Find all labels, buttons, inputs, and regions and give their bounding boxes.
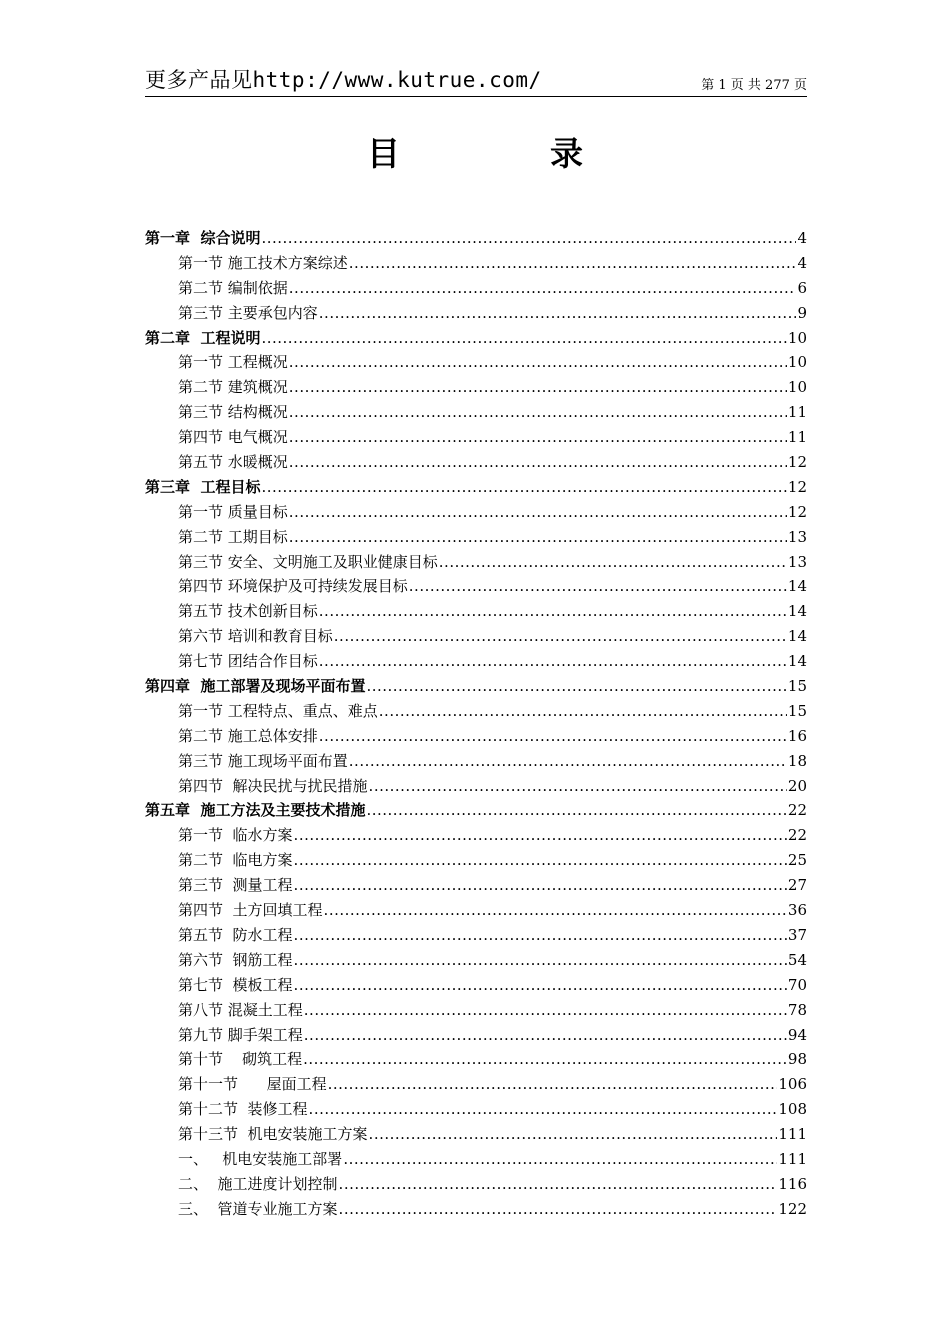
toc-dot-leader xyxy=(289,400,787,425)
toc-dot-leader xyxy=(294,923,787,948)
toc-entry-page-number: 4 xyxy=(797,253,807,272)
toc-dot-leader xyxy=(439,550,787,575)
toc-entry-section[interactable] xyxy=(145,749,807,774)
toc-entry-label: 第九节 脚手架工程 xyxy=(178,1025,303,1044)
toc-entry-label: 第八节 混凝土工程 xyxy=(178,1000,303,1019)
toc-entry-label: 第十二节 装修工程 xyxy=(178,1100,308,1119)
header-page-count: 第 1 页 共 277 页 xyxy=(701,78,807,93)
toc-entry-label: 二、 施工进度计划控制 xyxy=(178,1174,338,1193)
toc-entry-item[interactable] xyxy=(145,1172,807,1197)
toc-entry-label: 第二节 施工总体安排 xyxy=(178,726,318,745)
toc-entry-label: 第四章 施工部署及现场平面布置 xyxy=(145,677,366,696)
toc-dot-leader xyxy=(319,599,787,624)
toc-entry-page-number: 111 xyxy=(778,1125,807,1144)
toc-entry-label: 第四节 环境保护及可持续发展目标 xyxy=(178,577,408,596)
toc-entry-label: 第七节 模板工程 xyxy=(178,975,293,994)
toc-dot-leader xyxy=(339,1172,778,1197)
toc-entry-label: 第三节 结构概况 xyxy=(178,403,288,422)
toc-entry-section[interactable] xyxy=(145,699,807,724)
toc-dot-leader xyxy=(261,326,786,351)
toc-entry-item[interactable] xyxy=(145,1147,807,1172)
toc-entry-page-number: 10 xyxy=(787,328,807,347)
toc-entry-page-number: 13 xyxy=(787,527,807,546)
toc-entry-label: 第一章 综合说明 xyxy=(145,229,261,247)
toc-entry-section[interactable] xyxy=(145,525,807,550)
toc-dot-leader xyxy=(289,350,787,375)
toc-entry-section[interactable] xyxy=(145,823,807,848)
toc-entry-label: 第十三节 机电安装施工方案 xyxy=(178,1125,368,1144)
toc-dot-leader xyxy=(294,873,787,898)
page-header xyxy=(145,62,807,97)
toc-entry-page-number: 98 xyxy=(787,1050,807,1069)
toc-entry-label: 第二节 工期目标 xyxy=(178,527,288,546)
toc-entry-label: 第三节 安全、文明施工及职业健康目标 xyxy=(178,552,438,571)
toc-dot-leader xyxy=(349,251,797,276)
toc-entry-section[interactable] xyxy=(145,624,807,649)
toc-entry-section[interactable] xyxy=(145,251,807,276)
toc-entry-section[interactable] xyxy=(145,973,807,998)
toc-entry-section[interactable] xyxy=(145,1047,807,1072)
toc-entry-section[interactable] xyxy=(145,550,807,575)
toc-dot-leader xyxy=(379,699,787,724)
toc-entry-section[interactable] xyxy=(145,1072,807,1097)
toc-entry-page-number: 9 xyxy=(797,303,807,322)
toc-entry-page-number: 36 xyxy=(787,901,807,920)
toc-entry-label: 一、 机电安装施工部署 xyxy=(178,1149,343,1168)
toc-entry-page-number: 22 xyxy=(787,801,807,820)
toc-entry-section[interactable] xyxy=(145,898,807,923)
toc-entry-section[interactable] xyxy=(145,724,807,749)
toc-entry-page-number: 14 xyxy=(787,577,807,596)
toc-entry-page-number: 10 xyxy=(787,353,807,372)
toc-dot-leader xyxy=(319,724,787,749)
toc-entry-section[interactable] xyxy=(145,301,807,326)
toc-entry-label: 第五节 防水工程 xyxy=(178,925,293,944)
toc-entry-page-number: 4 xyxy=(797,229,807,247)
toc-entry-label: 第五节 水暖概况 xyxy=(178,453,288,472)
toc-dot-leader xyxy=(309,1097,778,1122)
toc-entry-label: 第五章 施工方法及主要技术措施 xyxy=(145,801,366,820)
toc-entry-section[interactable] xyxy=(145,1097,807,1122)
toc-entry-chapter[interactable] xyxy=(145,475,807,500)
toc-entry-label: 第三节 施工现场平面布置 xyxy=(178,751,348,770)
toc-dot-leader xyxy=(261,226,796,251)
toc-dot-leader xyxy=(343,1147,777,1172)
toc-entry-label: 第一节 临水方案 xyxy=(178,826,293,845)
toc-entry-chapter[interactable] xyxy=(145,226,807,251)
toc-entry-label: 第二节 编制依据 xyxy=(178,278,288,297)
toc-dot-leader xyxy=(369,1122,778,1147)
toc-dot-leader xyxy=(289,525,787,550)
toc-entry-label: 第五节 技术创新目标 xyxy=(178,602,318,621)
toc-entry-section[interactable] xyxy=(145,649,807,674)
toc-dot-leader xyxy=(369,774,787,799)
toc-entry-label: 第三节 主要承包内容 xyxy=(178,303,318,322)
toc-entry-section[interactable] xyxy=(145,350,807,375)
toc-entry-page-number: 106 xyxy=(778,1075,807,1094)
toc-dot-leader xyxy=(366,674,786,699)
toc-entry-page-number: 94 xyxy=(787,1025,807,1044)
toc-entry-page-number: 20 xyxy=(787,776,807,795)
toc-dot-leader xyxy=(304,998,787,1023)
toc-entry-page-number: 78 xyxy=(787,1000,807,1019)
toc-entry-section[interactable] xyxy=(145,375,807,400)
toc-dot-leader xyxy=(294,948,787,973)
toc-entry-page-number: 70 xyxy=(787,975,807,994)
toc-entry-label: 第二节 临电方案 xyxy=(178,851,293,870)
toc-title-char-2: 录 xyxy=(550,134,583,173)
toc-entry-page-number: 18 xyxy=(787,751,807,770)
toc-entry-page-number: 37 xyxy=(787,925,807,944)
table-of-contents xyxy=(145,226,807,1222)
toc-entry-section[interactable] xyxy=(145,599,807,624)
toc-dot-leader xyxy=(289,425,787,450)
toc-entry-section[interactable] xyxy=(145,450,807,475)
toc-entry-section[interactable] xyxy=(145,276,807,301)
toc-entry-section[interactable] xyxy=(145,574,807,599)
toc-entry-page-number: 6 xyxy=(797,278,807,297)
toc-entry-page-number: 10 xyxy=(787,378,807,397)
toc-entry-section[interactable] xyxy=(145,1023,807,1048)
toc-dot-leader xyxy=(328,1072,778,1097)
toc-entry-label: 第十一节 屋面工程 xyxy=(178,1075,327,1094)
toc-entry-section[interactable] xyxy=(145,923,807,948)
toc-entry-section[interactable] xyxy=(145,1122,807,1147)
toc-dot-leader xyxy=(294,823,787,848)
toc-entry-section[interactable] xyxy=(145,425,807,450)
toc-entry-label: 第四节 土方回填工程 xyxy=(178,901,323,920)
toc-entry-page-number: 122 xyxy=(778,1199,807,1218)
toc-dot-leader xyxy=(261,475,786,500)
toc-entry-label: 第七节 团结合作目标 xyxy=(178,652,318,671)
toc-entry-page-number: 12 xyxy=(787,502,807,521)
toc-entry-page-number: 12 xyxy=(787,477,807,496)
toc-dot-leader xyxy=(304,1023,787,1048)
toc-entry-page-number: 12 xyxy=(787,453,807,472)
toc-entry-page-number: 16 xyxy=(787,726,807,745)
toc-dot-leader xyxy=(339,1197,778,1222)
header-website-text: 更多产品见http://www.kutrue.com/ xyxy=(145,68,542,92)
toc-entry-label: 三、 管道专业施工方案 xyxy=(178,1199,338,1218)
toc-entry-page-number: 11 xyxy=(787,403,807,422)
toc-entry-page-number: 14 xyxy=(787,652,807,671)
toc-entry-chapter[interactable] xyxy=(145,674,807,699)
toc-entry-section[interactable] xyxy=(145,998,807,1023)
toc-dot-leader xyxy=(334,624,787,649)
toc-entry-section[interactable] xyxy=(145,400,807,425)
toc-entry-page-number: 54 xyxy=(787,950,807,969)
toc-entry-label: 第一节 质量目标 xyxy=(178,502,288,521)
toc-entry-label: 第三节 测量工程 xyxy=(178,876,293,895)
toc-entry-label: 第二节 建筑概况 xyxy=(178,378,288,397)
toc-dot-leader xyxy=(319,301,797,326)
toc-entry-chapter[interactable] xyxy=(145,798,807,823)
toc-entry-section[interactable] xyxy=(145,500,807,525)
toc-entry-page-number: 27 xyxy=(787,876,807,895)
toc-entry-section[interactable] xyxy=(145,774,807,799)
toc-dot-leader xyxy=(319,649,787,674)
toc-dot-leader xyxy=(324,898,787,923)
toc-dot-leader xyxy=(289,375,787,400)
toc-entry-page-number: 15 xyxy=(787,701,807,720)
toc-entry-label: 第一节 工程特点、重点、难点 xyxy=(178,701,378,720)
toc-entry-label: 第三章 工程目标 xyxy=(145,477,261,496)
toc-entry-page-number: 14 xyxy=(787,627,807,646)
toc-entry-page-number: 25 xyxy=(787,851,807,870)
toc-dot-leader xyxy=(303,1047,787,1072)
toc-entry-chapter[interactable] xyxy=(145,326,807,351)
toc-dot-leader xyxy=(289,500,787,525)
toc-entry-label: 第四节 电气概况 xyxy=(178,428,288,447)
toc-entry-page-number: 13 xyxy=(787,552,807,571)
toc-dot-leader xyxy=(409,574,787,599)
toc-entry-section[interactable] xyxy=(145,848,807,873)
toc-dot-leader xyxy=(289,276,797,301)
toc-entry-page-number: 11 xyxy=(787,428,807,447)
toc-entry-item[interactable] xyxy=(145,1197,807,1222)
toc-entry-page-number: 14 xyxy=(787,602,807,621)
toc-entry-label: 第十节 砌筑工程 xyxy=(178,1050,303,1069)
toc-entry-label: 第一节 施工技术方案综述 xyxy=(178,253,348,272)
toc-entry-page-number: 15 xyxy=(787,677,807,696)
toc-dot-leader xyxy=(366,798,786,823)
toc-entry-label: 第六节 培训和教育目标 xyxy=(178,627,333,646)
toc-entry-label: 第一节 工程概况 xyxy=(178,353,288,372)
toc-entry-page-number: 108 xyxy=(778,1100,807,1119)
toc-dot-leader xyxy=(294,973,787,998)
toc-title-char-1: 目 xyxy=(367,134,400,173)
toc-entry-label: 第六节 钢筋工程 xyxy=(178,950,293,969)
toc-entry-page-number: 22 xyxy=(787,826,807,845)
toc-entry-label: 第四节 解决民扰与扰民措施 xyxy=(178,776,368,795)
toc-entry-section[interactable] xyxy=(145,948,807,973)
toc-title xyxy=(0,128,950,175)
toc-entry-label: 第二章 工程说明 xyxy=(145,328,261,347)
toc-dot-leader xyxy=(349,749,787,774)
toc-dot-leader xyxy=(289,450,787,475)
toc-dot-leader xyxy=(294,848,787,873)
toc-entry-page-number: 116 xyxy=(778,1174,807,1193)
toc-entry-page-number: 111 xyxy=(778,1149,807,1168)
toc-entry-section[interactable] xyxy=(145,873,807,898)
